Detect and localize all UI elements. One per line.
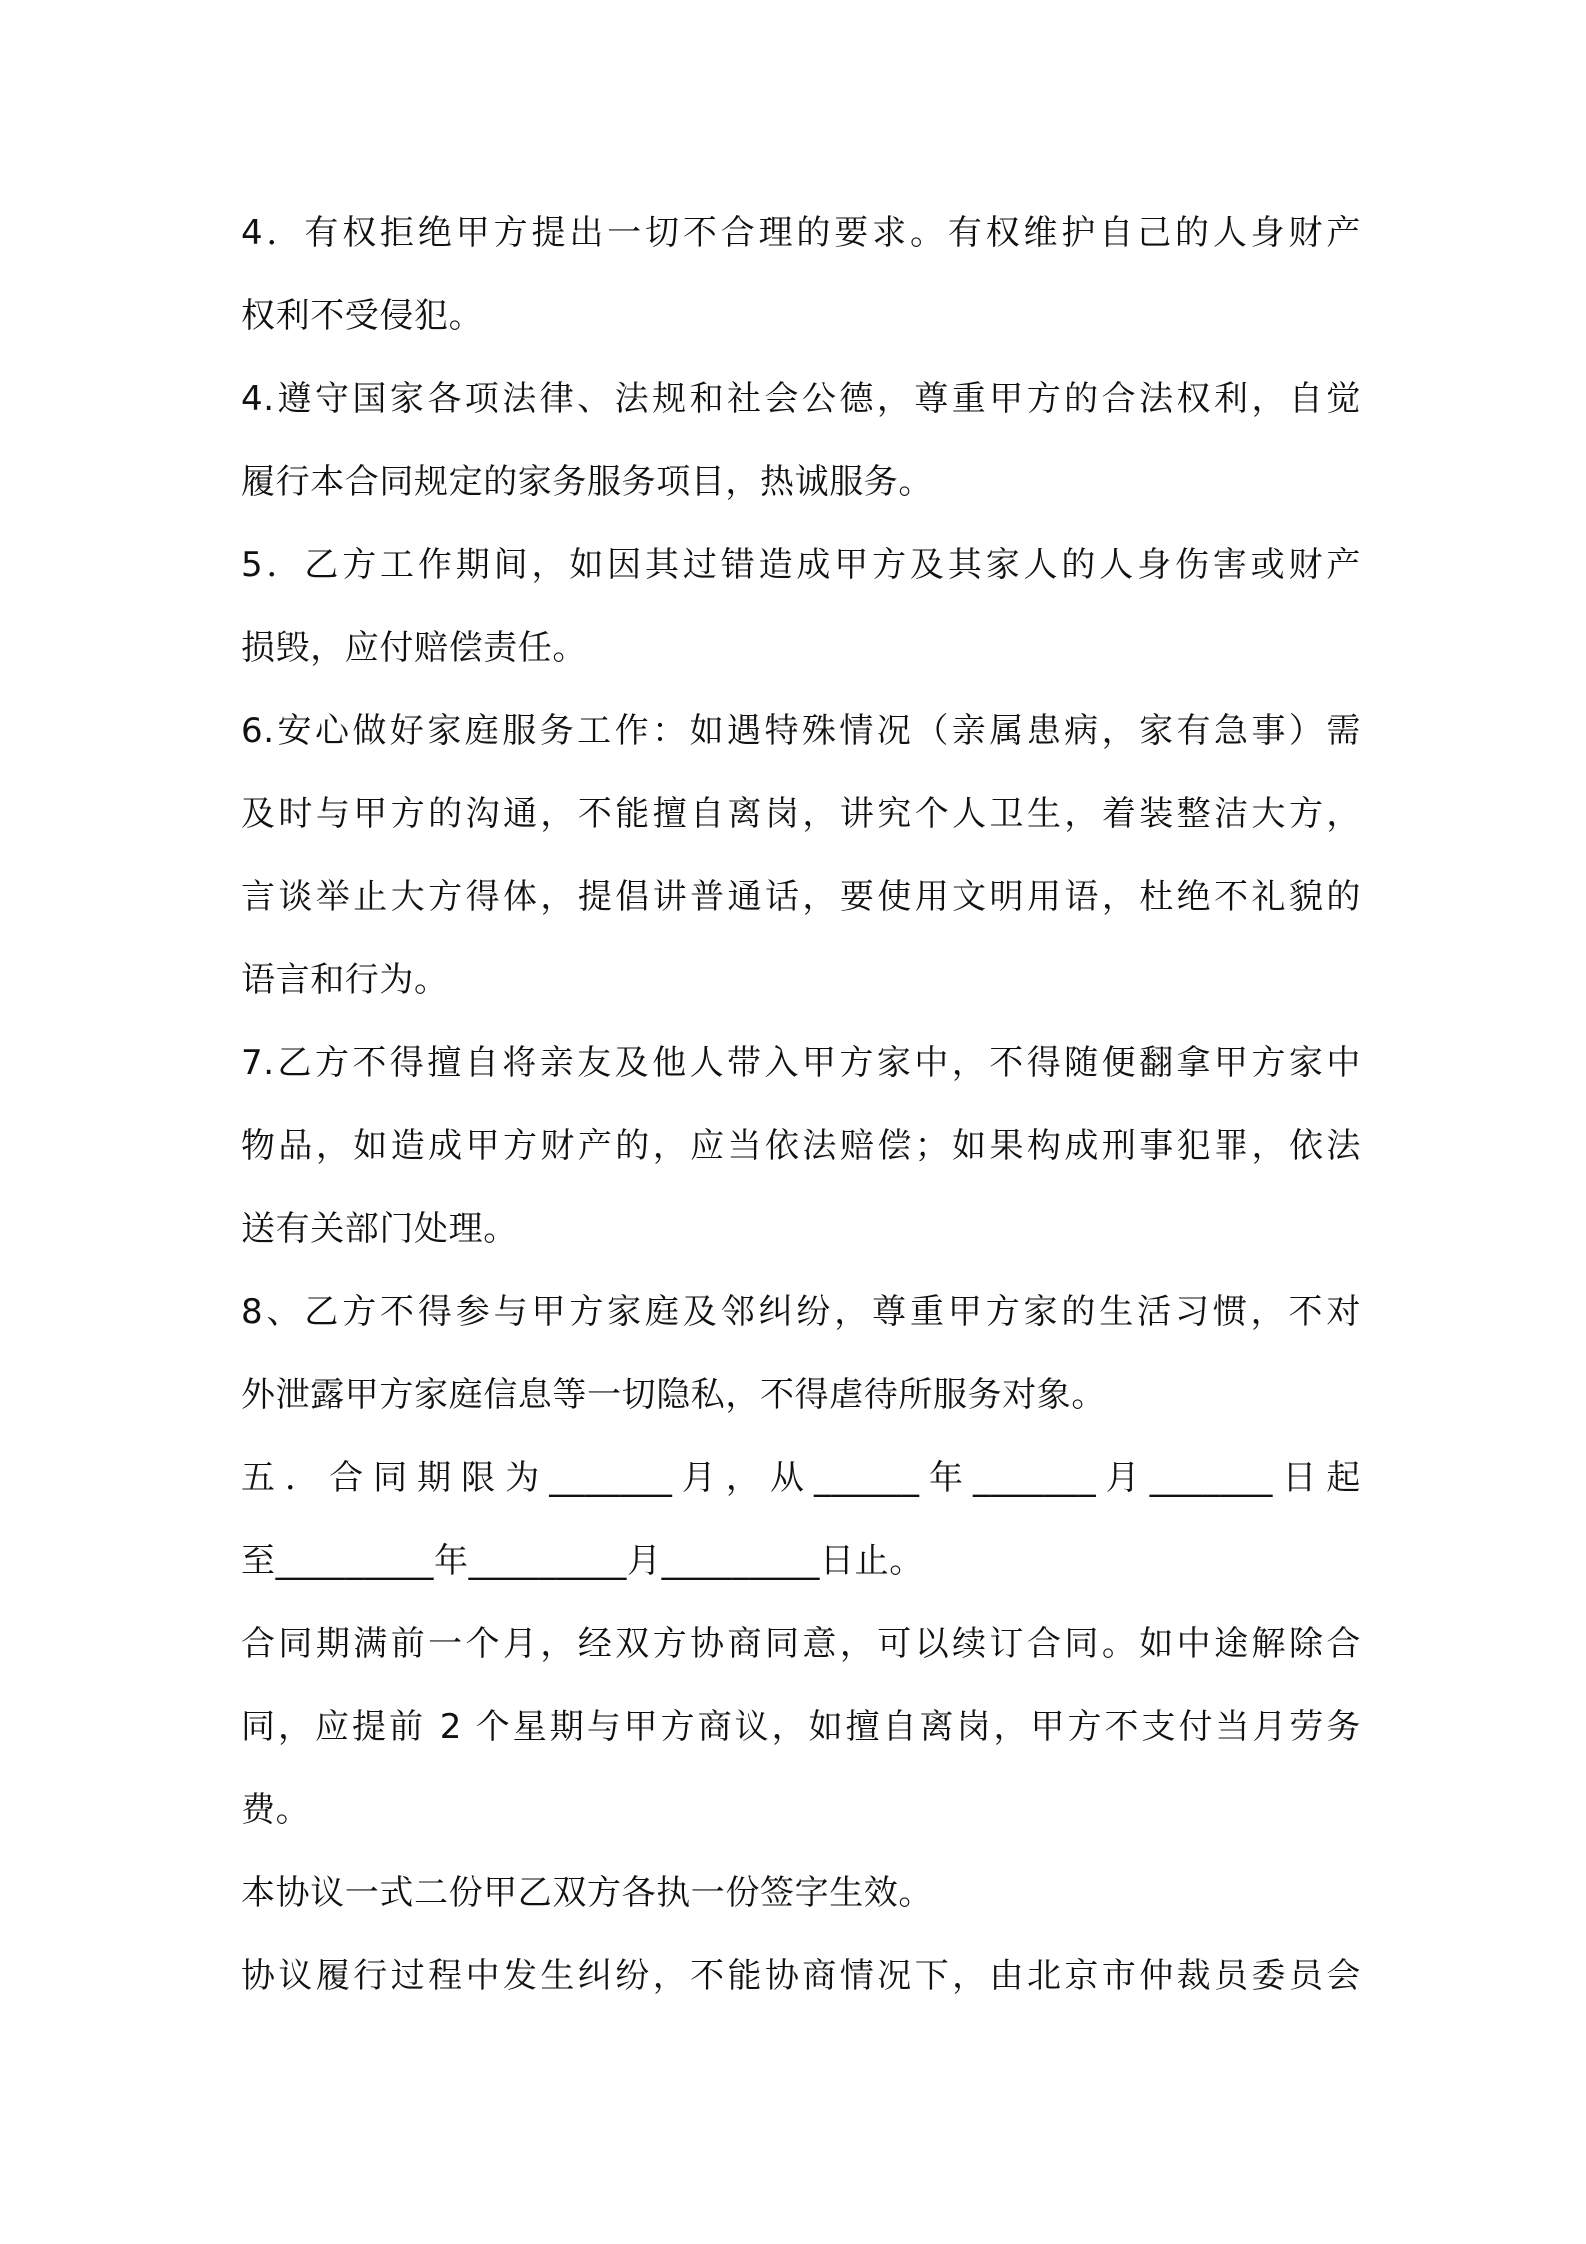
text-line: 至_________年_________月_________日止。 [241, 1541, 924, 1581]
text-line: 7.乙方不得擅自将亲友及他人带入甲方家中，不得随便翻拿甲方家中 [241, 1043, 1361, 1083]
text-line: 语言和行为。 [241, 960, 449, 1000]
text-line: 8、乙方不得参与甲方家庭及邻纠纷，尊重甲方家的生活习惯，不对 [241, 1292, 1361, 1332]
text-line: 言谈举止大方得体，提倡讲普通话，要使用文明用语，杜绝不礼貌的 [241, 877, 1361, 917]
contract-text-body [241, 192, 1361, 2018]
text-line: 送有关部门处理。 [241, 1209, 518, 1249]
text-line: 合同期满前一个月，经双方协商同意，可以续订合同。如中途解除合 [241, 1624, 1361, 1664]
text-line: 本协议一式二份甲乙双方各执一份签字生效。 [241, 1873, 933, 1913]
text-line: 5．乙方工作期间，如因其过错造成甲方及其家人的人身伤害或财产 [241, 545, 1361, 585]
text-line: 6.安心做好家庭服务工作：如遇特殊情况（亲属患病，家有急事）需 [241, 711, 1361, 751]
text-line: 权利不受侵犯。 [241, 296, 484, 336]
text-line: 同，应提前 2 个星期与甲方商议，如擅自离岗，甲方不支付当月劳务 [241, 1707, 1361, 1747]
text-line: 4.遵守国家各项法律、法规和社会公德，尊重甲方的合法权利，自觉 [241, 379, 1361, 419]
text-line: 及时与甲方的沟通，不能擅自离岗，讲究个人卫生，着装整洁大方， [241, 794, 1361, 834]
text-line: 费。 [241, 1790, 311, 1830]
text-line: 损毁，应付赔偿责任。 [241, 628, 587, 668]
text-line: 外泄露甲方家庭信息等一切隐私，不得虐待所服务对象。 [241, 1375, 1106, 1415]
text-line: 物品，如造成甲方财产的，应当依法赔偿；如果构成刑事犯罪，依法 [241, 1126, 1361, 1166]
text-line: 履行本合同规定的家务服务项目，热诚服务。 [241, 462, 933, 502]
text-line: 4．有权拒绝甲方提出一切不合理的要求。有权维护自己的人身财产 [241, 213, 1361, 253]
text-line: 五．合同期限为_______月，从______年_______月_______日起 [241, 1458, 1361, 1498]
text-line: 协议履行过程中发生纠纷，不能协商情况下，由北京市仲裁员委员会 [241, 1956, 1361, 1996]
